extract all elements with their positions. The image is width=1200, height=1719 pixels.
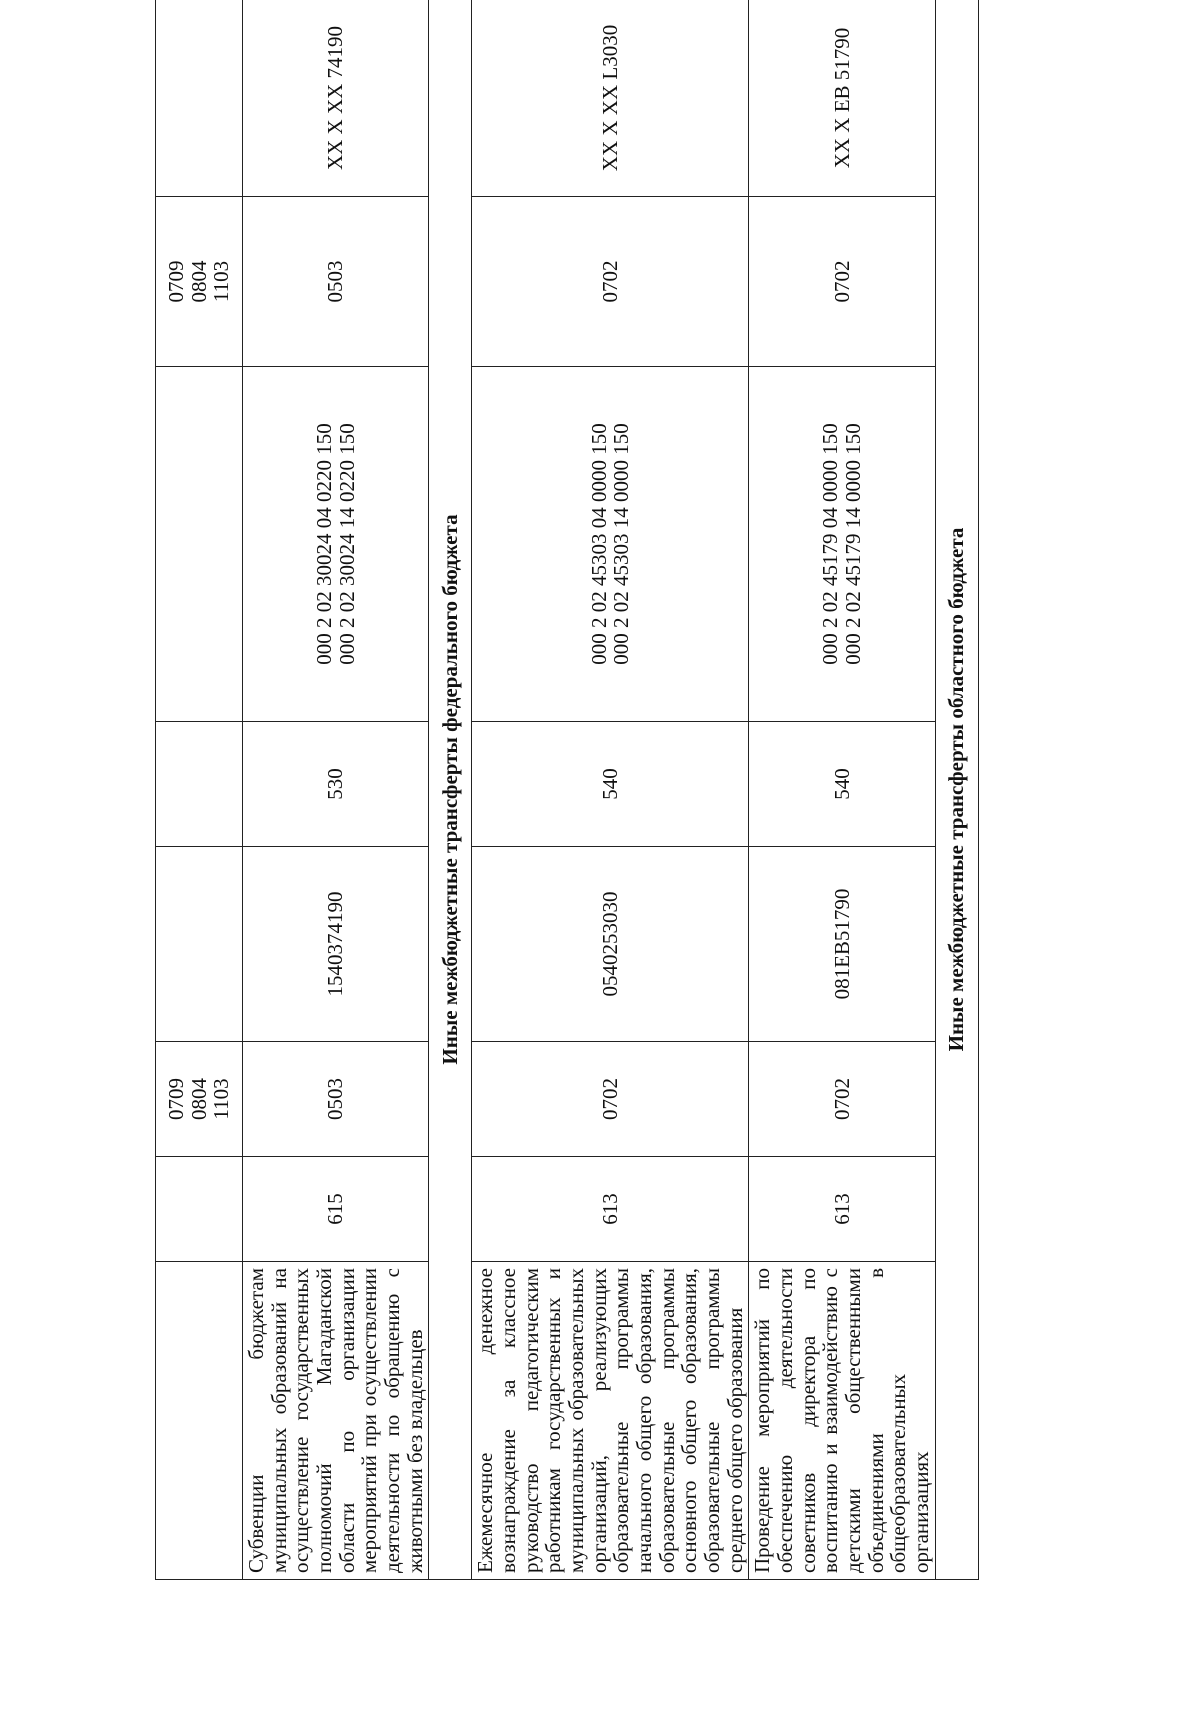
top-cell-1 — [156, 1262, 243, 1580]
rotated-table-wrapper — [155, 24, 995, 1580]
row-vr: 540 — [749, 722, 935, 847]
table-row — [243, 0, 429, 1580]
top-cell-2 — [156, 1157, 243, 1262]
row-vr: 540 — [472, 722, 749, 847]
row-section: 0702 — [472, 1042, 749, 1157]
row-section: 0503 — [243, 1042, 429, 1157]
top-cell-8 — [156, 0, 243, 197]
row-code-final: XX X XX L3030 — [472, 0, 749, 197]
row-code-final: XX X XX 74190 — [243, 0, 429, 197]
row-kbk: 000 2 02 45303 04 0000 150 000 2 02 45303 14 0000 150 — [472, 367, 749, 722]
top-cell-section-codes: 0709 0804 1103 — [156, 1042, 243, 1157]
row-code: 613 — [749, 1157, 935, 1262]
row-code: 615 — [243, 1157, 429, 1262]
row-code-final: XX X EB 51790 — [749, 0, 935, 197]
top-cell-6 — [156, 367, 243, 722]
section-federal-title: Иные межбюджетные трансферты федерального бюджета — [429, 0, 472, 1580]
section-header-row — [429, 0, 472, 1580]
row-section-2: 0702 — [472, 197, 749, 367]
row-target: 1540374190 — [243, 847, 429, 1042]
row-code: 613 — [472, 1157, 749, 1262]
row-target: 0540253030 — [472, 847, 749, 1042]
row-description: Проведение мероприятий по обеспечению деятельности советников директора по воспитанию и взаимодействию с детскими общественными объединениями в общеобразовательных организациях — [749, 1262, 935, 1580]
row-description: Субвенции бюджетам муниципальных образований на осуществление государственных полномочий Магаданской области по организации мероприятий при осуществлении деятельности по обращению с животными без владельцев — [243, 1262, 429, 1580]
top-cell-5 — [156, 722, 243, 847]
row-kbk: 000 2 02 45179 04 0000 150 000 2 02 45179 14 0000 150 — [749, 367, 935, 722]
table-row — [472, 0, 749, 1580]
row-description: Ежемесячное денежное вознаграждение за классное руководство педагогическим работникам государственных и муниципальных образовательных организаций, реализующих образовательные программы начального общего образования, образовательные программы основного общего образования, образовательные программы среднего общего образования — [472, 1262, 749, 1580]
row-target: 081EB51790 — [749, 847, 935, 1042]
row-section-2: 0503 — [243, 197, 429, 367]
table-row — [156, 0, 243, 1580]
row-section-2: 0702 — [749, 197, 935, 367]
top-cell-4 — [156, 847, 243, 1042]
top-cell-section-codes-2: 0709 0804 1103 — [156, 197, 243, 367]
row-kbk: 000 2 02 30024 04 0220 150 000 2 02 30024 14 0220 150 — [243, 367, 429, 722]
row-section: 0702 — [749, 1042, 935, 1157]
section-header-row — [935, 0, 978, 1580]
transfers-table — [155, 0, 979, 1580]
section-regional-title: Иные межбюджетные трансферты областного бюджета — [935, 0, 978, 1580]
table-row — [749, 0, 935, 1580]
row-vr: 530 — [243, 722, 429, 847]
